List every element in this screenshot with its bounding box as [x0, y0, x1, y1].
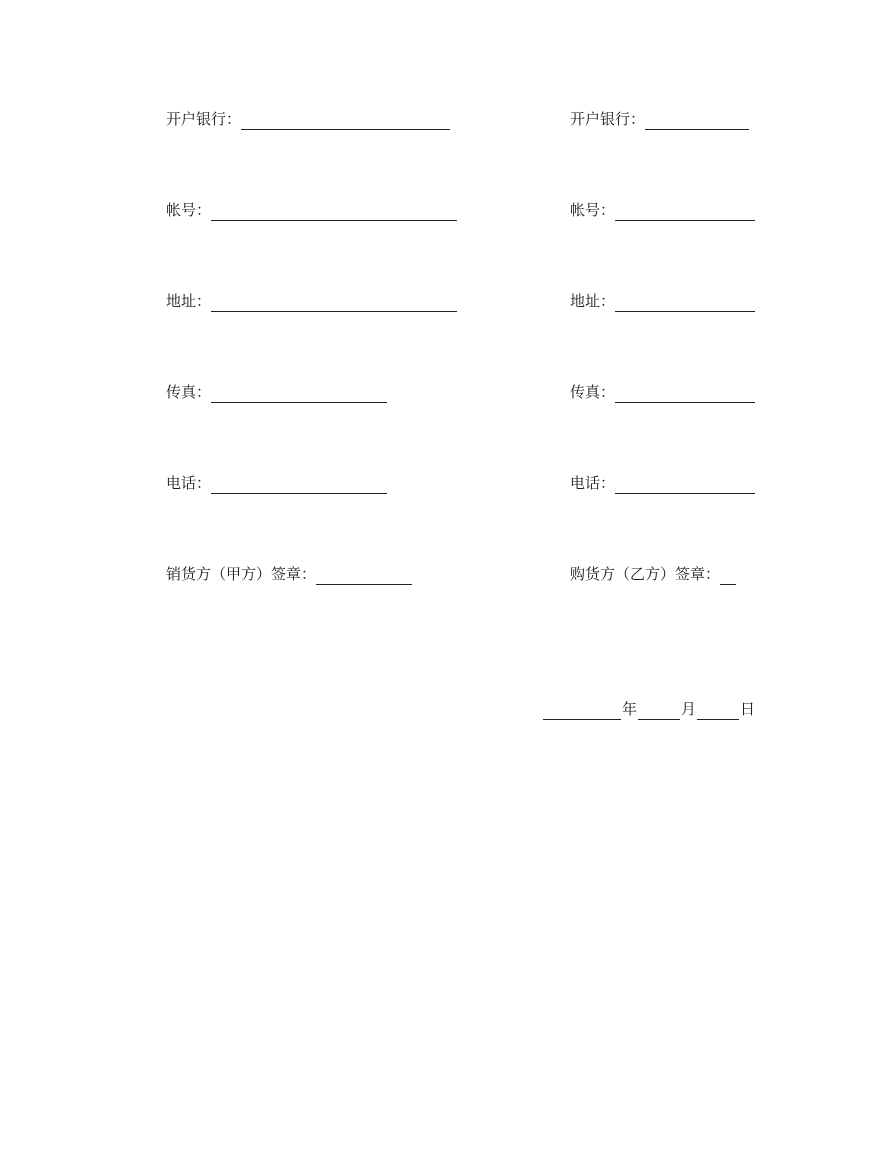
buyer-address-field: [570, 288, 755, 312]
seller-account-blank[interactable]: [211, 202, 457, 221]
buyer-phone-field: [570, 470, 755, 494]
buyer-signature-label: 购货方（乙方）签章：: [570, 565, 721, 583]
date-year-blank[interactable]: [543, 701, 621, 720]
seller-phone-label: 电话：: [166, 474, 212, 492]
buyer-fax-blank[interactable]: [615, 384, 755, 403]
buyer-account-field: [570, 197, 755, 221]
buyer-bank-blank[interactable]: [645, 111, 749, 130]
date-day-label: 日: [740, 700, 756, 718]
date-month-label: 月: [681, 700, 697, 718]
seller-account-field: [166, 197, 457, 221]
buyer-phone-blank[interactable]: [615, 475, 755, 494]
buyer-account-blank[interactable]: [615, 202, 755, 221]
buyer-address-label: 地址：: [570, 292, 616, 310]
seller-signature-label: 销货方（甲方）签章：: [166, 565, 317, 583]
buyer-phone-label: 电话：: [570, 474, 616, 492]
buyer-bank-field: [570, 106, 749, 130]
seller-bank-field: [166, 106, 450, 130]
seller-address-field: [166, 288, 457, 312]
seller-phone-field: [166, 470, 387, 494]
buyer-address-blank[interactable]: [615, 293, 755, 312]
buyer-signature-blank[interactable]: [720, 566, 736, 585]
buyer-signature-field: [570, 561, 736, 585]
date-month-blank[interactable]: [638, 701, 680, 720]
buyer-fax-field: [570, 379, 755, 403]
seller-fax-field: [166, 379, 387, 403]
seller-fax-blank[interactable]: [211, 384, 387, 403]
seller-fax-label: 传真：: [166, 383, 212, 401]
buyer-fax-label: 传真：: [570, 383, 616, 401]
seller-account-label: 帐号：: [166, 201, 212, 219]
signing-date: [543, 696, 756, 720]
seller-address-label: 地址：: [166, 292, 212, 310]
seller-phone-blank[interactable]: [211, 475, 387, 494]
seller-signature-blank[interactable]: [316, 566, 412, 585]
seller-signature-field: [166, 561, 412, 585]
buyer-bank-label: 开户银行：: [570, 110, 646, 128]
buyer-account-label: 帐号：: [570, 201, 616, 219]
date-day-blank[interactable]: [697, 701, 739, 720]
seller-address-blank[interactable]: [211, 293, 457, 312]
date-year-label: 年: [622, 700, 638, 718]
seller-bank-blank[interactable]: [241, 111, 450, 130]
seller-bank-label: 开户银行：: [166, 110, 242, 128]
